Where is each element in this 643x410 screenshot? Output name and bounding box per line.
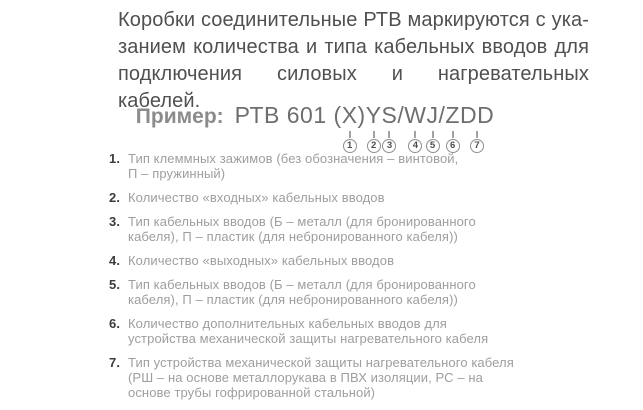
legend-item-text xyxy=(128,214,476,244)
legend-item-text xyxy=(128,151,458,181)
legend-item-text xyxy=(128,355,514,400)
legend-item-number: 3. xyxy=(109,214,121,229)
example-label: Пример: xyxy=(135,105,224,128)
callout-number-badge: 6 xyxy=(446,139,460,153)
code-segment: / xyxy=(438,102,446,128)
callout-tick xyxy=(373,131,375,138)
callout-number-badge: 7 xyxy=(470,139,484,153)
code-segment: ) xyxy=(357,102,366,128)
legend-item xyxy=(109,190,589,205)
legend-item-text xyxy=(128,316,488,346)
legend-item-number: 6. xyxy=(109,316,121,331)
legend-item xyxy=(109,277,589,307)
legend-item xyxy=(109,316,589,346)
legend-item-line: Количество «входных» кабельных вводов xyxy=(128,190,385,205)
legend-item-line: Тип кабельных вводов (Б – металл (для бронированного xyxy=(128,277,476,292)
legend-item-line: Количество «выходных» кабельных вводов xyxy=(128,253,395,268)
code-segment: S 3 xyxy=(381,102,398,151)
legend-item xyxy=(109,214,589,244)
callout-tick xyxy=(414,131,416,138)
callout-tick xyxy=(388,131,390,138)
legend-item xyxy=(109,355,589,400)
legend-item-line: Количество дополнительных кабельных вводов для xyxy=(128,316,447,331)
legend-item xyxy=(109,151,589,181)
legend-item-text xyxy=(128,190,385,205)
callout-tick xyxy=(432,131,434,138)
callout-number-badge: 5 xyxy=(426,139,440,153)
example-line xyxy=(118,84,495,151)
legend-item xyxy=(109,253,589,268)
intro-line: Коробки соединительные РТВ маркируются с ука- xyxy=(118,9,589,31)
legend-item-number: 5. xyxy=(109,277,121,292)
code-segment: ( xyxy=(333,102,342,128)
legend-item-line: кабеля), П – пластик (для небронированного кабеля)) xyxy=(128,229,458,244)
example-code xyxy=(234,102,495,151)
code-segment: Z 6 xyxy=(445,102,460,151)
callout-tick xyxy=(452,131,454,138)
code-segment: / xyxy=(397,102,405,128)
intro-line: занием количества и типа кабельных вводов для xyxy=(118,36,589,58)
code-segment: W 4 xyxy=(404,102,427,151)
legend-list xyxy=(109,151,589,409)
code-segment: Y 2 xyxy=(365,102,382,151)
legend-item-line: Тип устройства механической защиты нагревательного кабеля xyxy=(128,355,514,370)
code-segment: X 1 xyxy=(341,102,358,151)
legend-item-line: основе трубы гофрированной стальной) xyxy=(128,385,376,400)
legend-item-text xyxy=(128,277,476,307)
intro-line: подключения силовых и нагревательных кабелей. xyxy=(118,63,589,112)
callout-number-badge: 2 xyxy=(367,139,381,153)
legend-item-number: 7. xyxy=(109,355,121,370)
legend-item-number: 1. xyxy=(109,151,121,166)
example-code-prefix: РТВ 601 xyxy=(234,102,334,128)
legend-item-number: 4. xyxy=(109,253,121,268)
legend-item-line: Тип клеммных зажимов (без обозначения – винтовой, xyxy=(128,151,459,166)
callout-number-badge: 3 xyxy=(382,139,396,153)
legend-item-line: устройства механической защиты нагревательного кабеля xyxy=(128,331,489,346)
callout-tick xyxy=(476,131,478,138)
legend-item-text xyxy=(128,253,394,268)
legend-item-line: Тип кабельных вводов (Б – металл (для бронированного xyxy=(128,214,476,229)
callout-number-badge: 1 xyxy=(343,139,357,153)
callout-tick xyxy=(349,131,351,138)
code-segment: J 5 xyxy=(426,102,439,151)
legend-item-number: 2. xyxy=(109,190,121,205)
legend-item-line: кабеля), П – пластик (для небронированного кабеля)) xyxy=(128,292,458,307)
callout-number-badge: 4 xyxy=(408,139,422,153)
code-segment: DD 7 xyxy=(459,102,495,151)
legend-item-line: П – пружинный) xyxy=(128,166,226,181)
legend-item-line: (РШ – на основе металлорукава в ПВХ изоляции, РС – на xyxy=(128,370,483,385)
